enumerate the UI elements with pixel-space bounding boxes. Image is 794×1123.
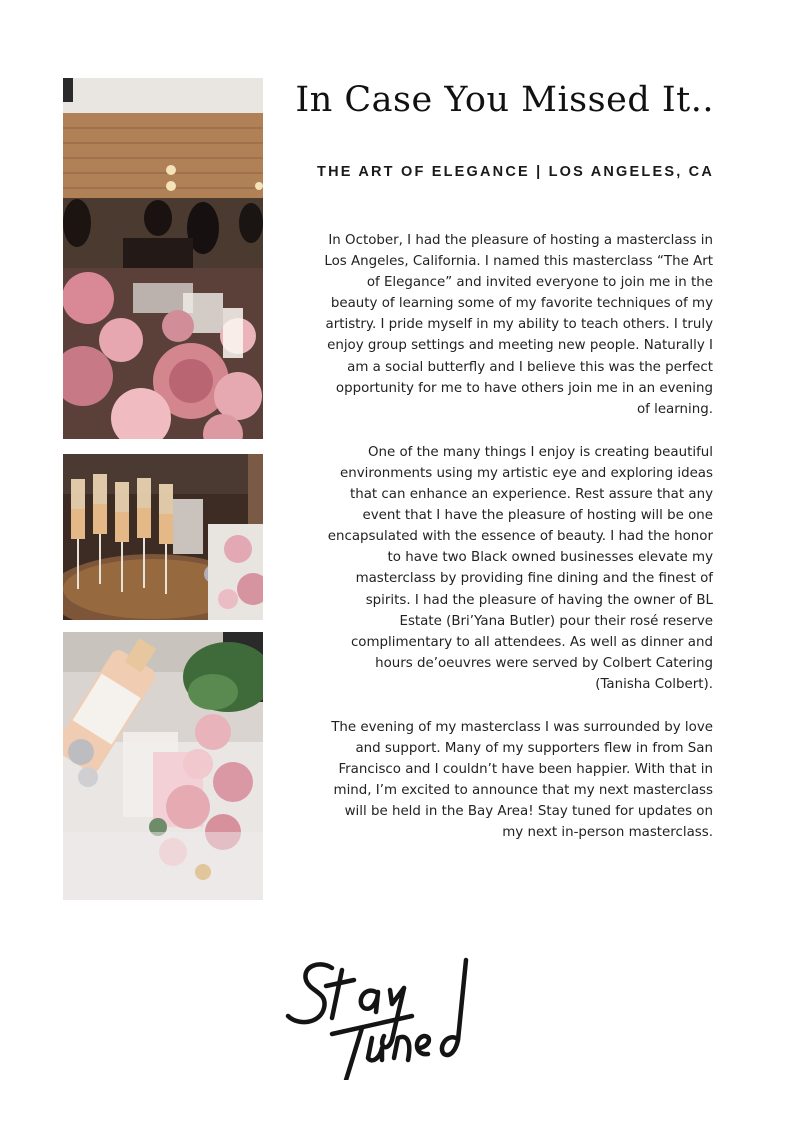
paragraph-intro: In October, I had the pleasure of hosting a masterclass in Los Angeles, California. I named this masterclass “The Art of Elegance” and invited everyone to join me in the beauty of learning some of my favorite techniques of my artistry. I pride myself in my ability to teach others. I truly enjoy group settings and meeting new people. Naturally I am a social butterfly and I believe this was the perfect opportunity for me to have others join me in an evening of learning. [324, 233, 713, 417]
article-body [323, 230, 713, 866]
paragraph-environment: One of the many things I enjoy is creating beautiful environments using my artistic eye and exploring ideas that can enhance an experience. Rest assure that any event that I have the pleasure of hosting will be one encapsulated with the essence of beauty. I had the honor to have two Black owned businesses elevate my masterclass by providing fine dining and the finest of spirits. I had the pleasure of having the owner of BL Estate (Bri’Yana Butler) pour their rosé reserve complimentary to all attendees. As well as dinner and hours de’oeuvres were served by Colbert Catering (Tanisha Colbert). [327, 444, 713, 692]
page-title: In Case You Missed It.. [295, 80, 714, 120]
event-subtitle: THE ART OF ELEGANCE | LOS ANGELES, CA [317, 164, 714, 180]
paragraph-next-masterclass: The evening of my masterclass I was surrounded by love and support. Many of my supporters flew in from San Francisco and I couldn’t have been happier. With that in mind, I’m excited to announce that my next masterclass will be held in the Bay Area! Stay tuned for updates on my next in-person masterclass. [331, 719, 713, 841]
champagne-glasses-photo [63, 454, 263, 620]
masterclass-room-photo [63, 78, 263, 439]
stay-tuned-signature [280, 930, 520, 1080]
rose-wine-table-photo [63, 632, 263, 900]
